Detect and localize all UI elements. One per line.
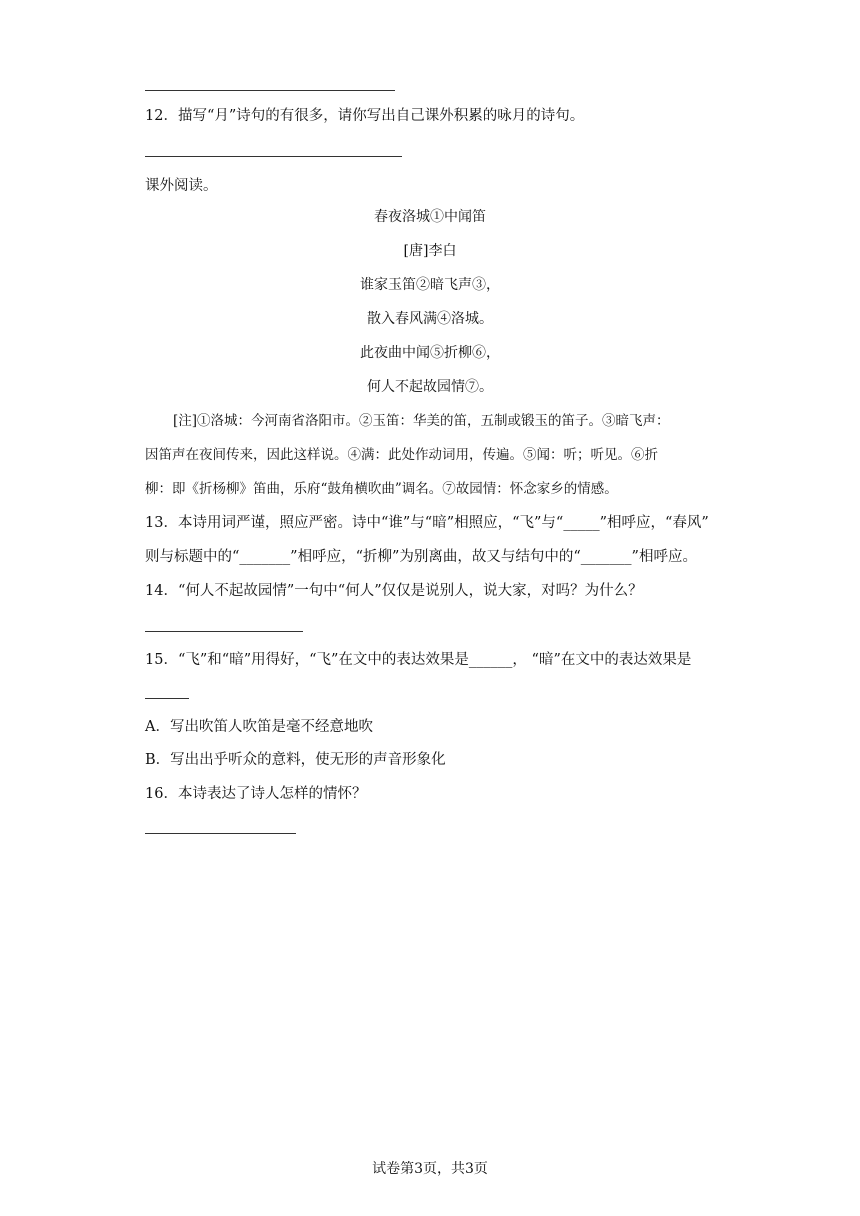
page-footer: 试卷第3页，共3页 [372, 1161, 488, 1177]
question-16: 16．本诗表达了诗人怎样的情怀？ [145, 786, 367, 802]
question-15: 15．“飞”和“暗”用得好，“飞”在文中的表达效果是______， “暗”在文中的表达效果是 [145, 652, 692, 668]
answer-line-q16[interactable] [145, 833, 296, 834]
section-title: 课外阅读。 [145, 178, 218, 194]
answer-line-q11[interactable] [145, 90, 395, 91]
question-12: 12．描写“月”诗句的有很多，请你写出自己课外积累的咏月的诗句。 [145, 108, 585, 124]
question-13-line-1: 13．本诗用词严谨，照应严密。诗中“谁”与“暗”相照应，“飞”与“_____”相呼应，“春风” [145, 515, 709, 531]
poem-title: 春夜洛城①中闻笛 [374, 209, 486, 225]
note-line-3: 柳：即《折杨柳》笛曲，乐府“鼓角横吹曲”调名。⑦故园情：怀念家乡的情感。 [145, 481, 618, 497]
question-13-line-2: 则与标题中的“_______”相呼应，“折柳”为别离曲，故又与结句中的“_______”相呼应。 [145, 549, 697, 565]
poem-line-1: 谁家玉笛②暗飞声③， [360, 277, 500, 293]
poem-line-3: 此夜曲中闻⑤折柳⑥， [360, 345, 500, 361]
poem-line-4: 何人不起故园情⑦。 [367, 379, 493, 395]
option-a[interactable]: A．写出吹笛人吹笛是毫不经意地吹 [145, 719, 373, 735]
answer-line-q12[interactable] [145, 156, 402, 157]
question-14: 14．“何人不起故园情”一句中“何人”仅仅是说别人，说大家，对吗？为什么？ [145, 583, 643, 599]
poem-line-2: 散入春风满④洛城。 [367, 311, 493, 327]
option-b[interactable]: B．写出出乎听众的意料，使无形的声音形象化 [145, 752, 446, 768]
note-line-1: [注]①洛城：今河南省洛阳市。②玉笛：华美的笛，五制或锻玉的笛子。③暗飞声： [173, 413, 670, 429]
answer-line-q15[interactable] [145, 698, 189, 699]
poem-author: [唐]李白 [403, 243, 457, 259]
answer-line-q14[interactable] [145, 631, 303, 632]
note-line-2: 因笛声在夜间传来，因此这样说。④满：此处作动词用，传遍。⑤闻：听；听见。⑥折 [145, 447, 658, 463]
